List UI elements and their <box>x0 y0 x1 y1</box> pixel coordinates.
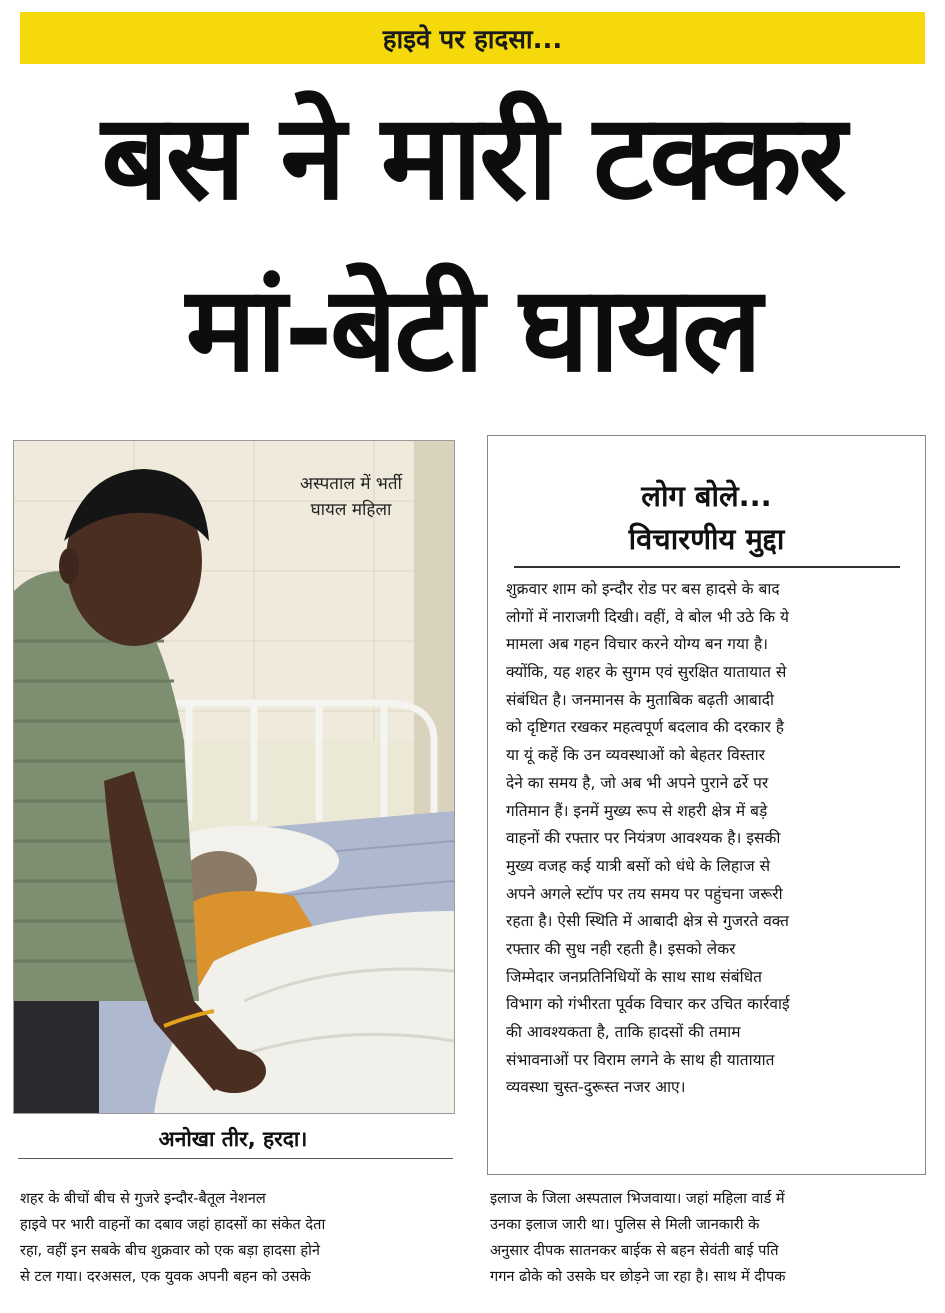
article-text-line: अनुसार दीपक सातनकर बाईक से बहन सेवंती बाई पति <box>490 1242 779 1259</box>
kicker-text: हाइवे पर हादसा... <box>382 25 563 55</box>
photo-illustration <box>14 441 454 1113</box>
sidebar-text-line: क्योंकि, यह शहर के सुगम एवं सुरक्षित यातायात से <box>506 663 787 682</box>
kicker-banner <box>20 12 925 64</box>
sidebar-text-line: संभावनाओं पर विराम लगने के साथ ही यातायात <box>506 1050 775 1069</box>
sidebar-text-line: विभाग को गंभीरता पूर्वक विचार कर उचित कार्रवाई <box>506 995 790 1014</box>
sidebar-text-line: गतिमान हैं। इनमें मुख्य रूप से शहरी क्षेत्र में बड़े <box>506 801 768 820</box>
article-column-right <box>490 1186 922 1290</box>
article-text-line: से टल गया। दरअसल, एक युवक अपनी बहन को उसके <box>20 1268 311 1285</box>
sidebar-text-line: देने का समय है, जो अब भी अपने पुराने ढर्रे पर <box>506 773 769 792</box>
sidebar-title-line-1: लोग बोले... <box>641 479 772 513</box>
headline-line-1: बस ने मारी टक्कर <box>101 88 844 226</box>
sidebar-divider <box>514 566 900 568</box>
article-text-line: इलाज के जिला अस्पताल भिजवाया। जहां महिला वार्ड में <box>490 1190 785 1207</box>
sidebar-text-line: रहता है। ऐसी स्थिति में आबादी क्षेत्र से गुजरते वक्त <box>506 912 789 931</box>
sidebar-title-line-2: विचारणीय मुद्दा <box>628 522 785 556</box>
dateline-divider <box>18 1158 453 1159</box>
sidebar-text-line: अपने अगले स्टॉप पर तय समय पर पहुंचना जरूरी <box>506 884 783 903</box>
photo-caption-line-2: घायल महिला <box>310 500 392 520</box>
sidebar-text-line: की आवश्यकता है, ताकि हादसों की तमाम <box>506 1023 741 1041</box>
sidebar-text-line: शुक्रवार शाम को इन्दौर रोड पर बस हादसे के बाद <box>506 580 780 598</box>
dateline: अनोखा तीर, हरदा। <box>158 1127 308 1151</box>
sidebar-box <box>487 435 926 1175</box>
sidebar-text-line: वाहनों की रफ्तार पर नियंत्रण आवश्यक है। इसकी <box>506 829 781 848</box>
photo-caption <box>266 471 436 523</box>
sidebar-text-line: या यूं कहें कि उन व्यवस्थाओं को बेहतर विस्तार <box>506 746 765 765</box>
article-text-line: गगन ढोके को उसके घर छोड़ने जा रहा है। साथ में दीपक <box>490 1268 786 1285</box>
article-text-line: हाइवे पर भारी वाहनों का दबाव जहां हादसों का संकेत देता <box>20 1216 326 1233</box>
article-text-line: रहा, वहीं इन सबके बीच शुक्रवार को एक बड़ा हादसा होने <box>20 1242 320 1259</box>
news-photo <box>13 440 455 1114</box>
article-column-left <box>20 1186 452 1290</box>
sidebar-text-line: जिम्मेदार जनप्रतिनिधियों के साथ साथ संबंधित <box>506 967 762 986</box>
sidebar-text-line: मामला अब गहन विचार करने योग्य बन गया है। <box>506 635 769 654</box>
photo-caption-line-1: अस्पताल में भर्ती <box>300 474 402 494</box>
sidebar-text-line: संबंधित है। जनमानस के मुताबिक बढ़ती आबादी <box>506 690 775 709</box>
sidebar-text-line: व्यवस्था चुस्त-दुरूस्त नजर आए। <box>506 1078 686 1097</box>
sidebar-text-line: मुख्य वजह कई यात्री बसों को धंधे के लिहाज से <box>506 856 771 875</box>
sidebar-text-line: लोगों में नाराजगी दिखी। वहीं, वे बोल भी उठे कि ये <box>506 607 789 626</box>
article-text-line: शहर के बीचों बीच से गुजरे इन्दौर-बैतूल नेशनल <box>20 1190 266 1207</box>
sidebar-body <box>506 576 911 1102</box>
headline-line-2: मां-बेटी घायल <box>185 260 760 398</box>
article-text-line: उनका इलाज जारी था। पुलिस से मिली जानकारी के <box>490 1216 760 1233</box>
sidebar-text-line: रफ्तार की सुध नही रहती है। इसको लेकर <box>506 939 736 958</box>
sidebar-text-line: को दृष्टिगत रखकर महत्वपूर्ण बदलाव की दरकार है <box>506 718 784 737</box>
